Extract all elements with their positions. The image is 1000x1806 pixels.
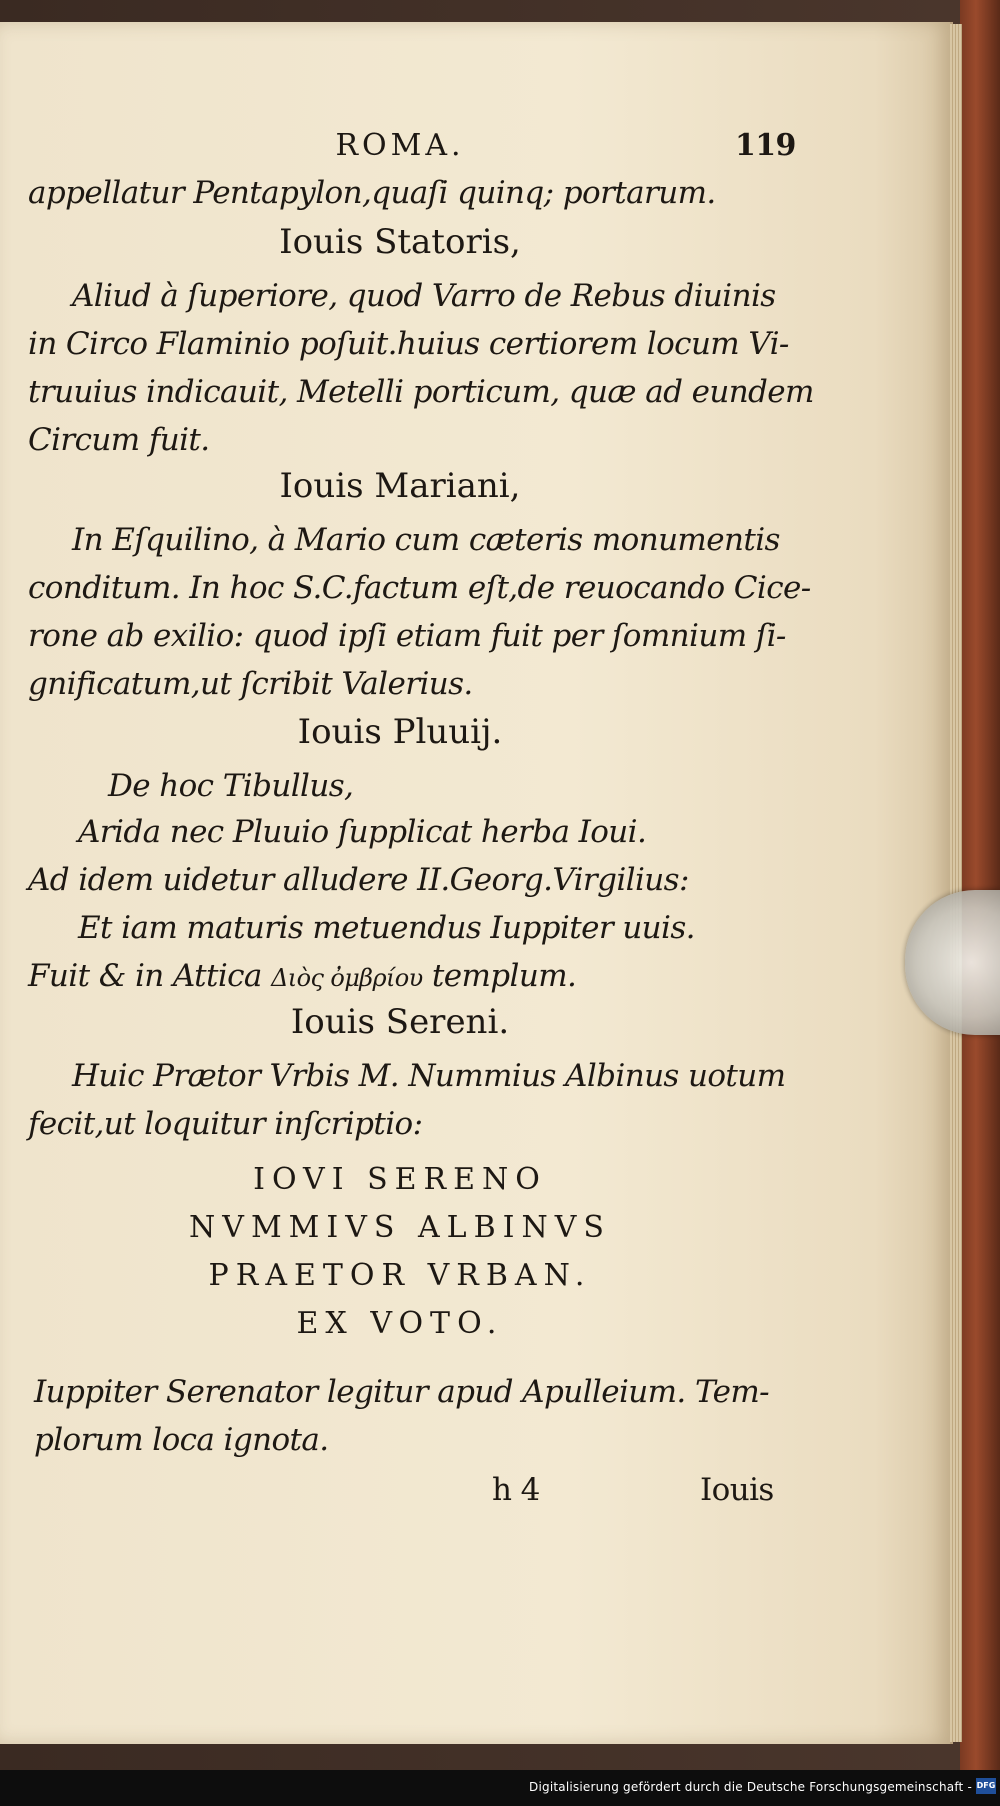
- text-line: Aliud à ſuperiore, quod Varro de Rebus diuinis: [72, 278, 776, 314]
- text-line: fecit,ut loquitur inſcriptio:: [28, 1106, 423, 1142]
- footer-credit: Digitalisierung gefördert durch die Deutsche Forschungsgemeinschaft -: [529, 1780, 972, 1794]
- text-line: rone ab exilio: quod ipſi etiam fuit per ſomnium ſi-: [28, 618, 786, 654]
- running-header: ROMA.: [335, 128, 465, 163]
- dfg-logo-icon: DFG: [976, 1778, 996, 1794]
- verse-line: Arida nec Pluuio ſupplicat herba Ioui.: [78, 814, 647, 850]
- inscription-line: NVMMIVS ALBINVS: [189, 1210, 611, 1245]
- verse-line: Et iam maturis metuendus Iuppiter uuis.: [78, 910, 695, 946]
- book-cover-edge: [960, 0, 1000, 1770]
- inscription-line: EX VOTO.: [296, 1306, 504, 1341]
- text-line: [28, 958, 576, 994]
- text-line: truuius indicauit, Metelli porticum, quæ ad eundem: [28, 374, 814, 410]
- text-line: in Circo Flaminio poſuit.huius certiorem locum Vi-: [28, 326, 789, 362]
- text-line: gnificatum,ut ſcribit Valerius.: [28, 666, 473, 702]
- text-line: plorum loca ignota.: [34, 1422, 329, 1458]
- text-line: conditum. In hoc S.C.factum eſt,de reuocando Cice-: [28, 570, 811, 606]
- text-line: De hoc Tibullus,: [108, 768, 354, 804]
- section-heading: Iouis Pluuij.: [297, 712, 503, 752]
- text-line: Iuppiter Serenator legitur apud Apulleium. Tem-: [34, 1374, 770, 1410]
- page-edges: [950, 24, 962, 1742]
- text-fragment: templum.: [431, 958, 577, 994]
- section-heading: Iouis Statoris,: [279, 222, 521, 262]
- section-heading: Iouis Mariani,: [279, 466, 521, 506]
- text-line: appellatur Pentapylon,quaſi quinq; portarum.: [28, 175, 716, 211]
- inscription-line: IOVI SERENO: [253, 1162, 547, 1197]
- page-number: 119: [735, 128, 796, 163]
- text-line: Ad idem uidetur alludere II.Georg.Virgilius:: [28, 862, 689, 898]
- catchword: Iouis: [700, 1472, 774, 1508]
- inscription-line: PRAETOR VRBAN.: [208, 1258, 592, 1293]
- text-line: Circum fuit.: [28, 422, 210, 458]
- signature-mark: h 4: [492, 1472, 540, 1508]
- text-fragment: Fuit & in Attica: [28, 958, 262, 994]
- text-line: Huic Prætor Vrbis M. Nummius Albinus uotum: [72, 1058, 786, 1094]
- greek-phrase: Διὸς ὀμβρίου: [271, 964, 423, 992]
- text-line: In Eſquilino, à Mario cum cæteris monumentis: [72, 522, 780, 558]
- section-heading: Iouis Sereni.: [290, 1002, 510, 1042]
- digitization-footer: [0, 1770, 1000, 1806]
